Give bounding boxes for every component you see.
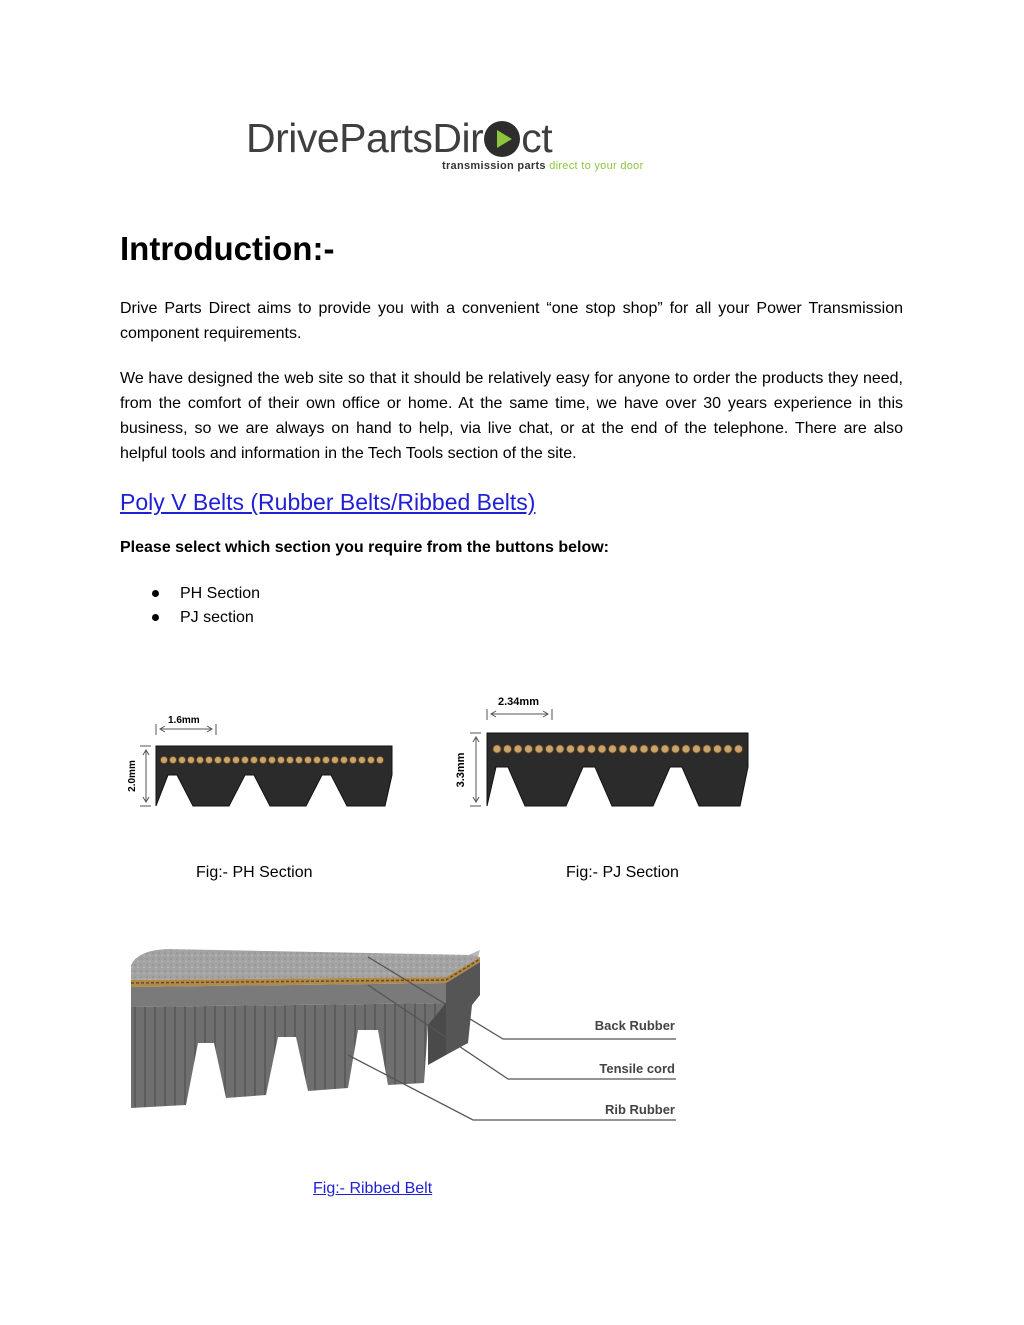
pj-height-label: 3.3mm bbox=[455, 752, 467, 788]
section-item-ph[interactable]: PH Section bbox=[150, 582, 260, 606]
pj-section-diagram bbox=[452, 688, 757, 818]
pj-width-label: 2.34mm bbox=[498, 696, 539, 708]
page-title: Introduction:- bbox=[120, 230, 335, 267]
ribbed-belt-diagram bbox=[128, 945, 683, 1125]
logo-wordmark: DrivePartsDir ct bbox=[246, 115, 553, 161]
intro-paragraph-1: Drive Parts Direct aims to provide you with a convenient “one stop shop” for all your Power Transmission component requirements. bbox=[120, 300, 903, 342]
rib-rubber-label: Rib Rubber bbox=[604, 1102, 675, 1117]
section-list bbox=[150, 582, 260, 630]
poly-v-belts-link[interactable]: Poly V Belts (Rubber Belts/Ribbed Belts) bbox=[120, 489, 536, 515]
back-rubber-label: Back Rubber bbox=[594, 1018, 675, 1033]
ph-tensile-cords bbox=[161, 757, 384, 764]
ribbed-belt-caption-link[interactable]: Fig:- Ribbed Belt bbox=[313, 1180, 433, 1197]
ph-width-label: 1.6mm bbox=[168, 715, 200, 726]
pj-belt-profile bbox=[487, 733, 748, 806]
ph-section-diagram bbox=[120, 708, 405, 818]
tensile-cord-label: Tensile cord bbox=[599, 1061, 675, 1076]
brand-logo bbox=[246, 116, 776, 178]
ph-height-label: 2.0mm bbox=[127, 760, 138, 792]
belt-side-face bbox=[131, 983, 446, 1007]
ph-belt-profile bbox=[156, 746, 392, 806]
ph-figure-caption: Fig:- PH Section bbox=[196, 864, 313, 881]
pj-figure-caption: Fig:- PJ Section bbox=[566, 864, 679, 881]
section-item-pj[interactable]: PJ section bbox=[150, 606, 260, 630]
instruction-text: Please select which section you require from the buttons below: bbox=[120, 539, 609, 556]
logo-tagline: transmission parts direct to your door bbox=[442, 160, 644, 172]
play-icon bbox=[484, 121, 520, 157]
belt-rib-rubber-front bbox=[131, 1003, 446, 1108]
intro-paragraph-2: We have designed the web site so that it should be relatively easy for anyone to order the products they need, from the comfort of their own office or home. At the same time, we have over 30 years experience in this business, so we are always on hand to help, via live chat, or at the end of the telephone. There are also helpful tools and information in the Tech Tools section of the site. bbox=[120, 370, 903, 462]
